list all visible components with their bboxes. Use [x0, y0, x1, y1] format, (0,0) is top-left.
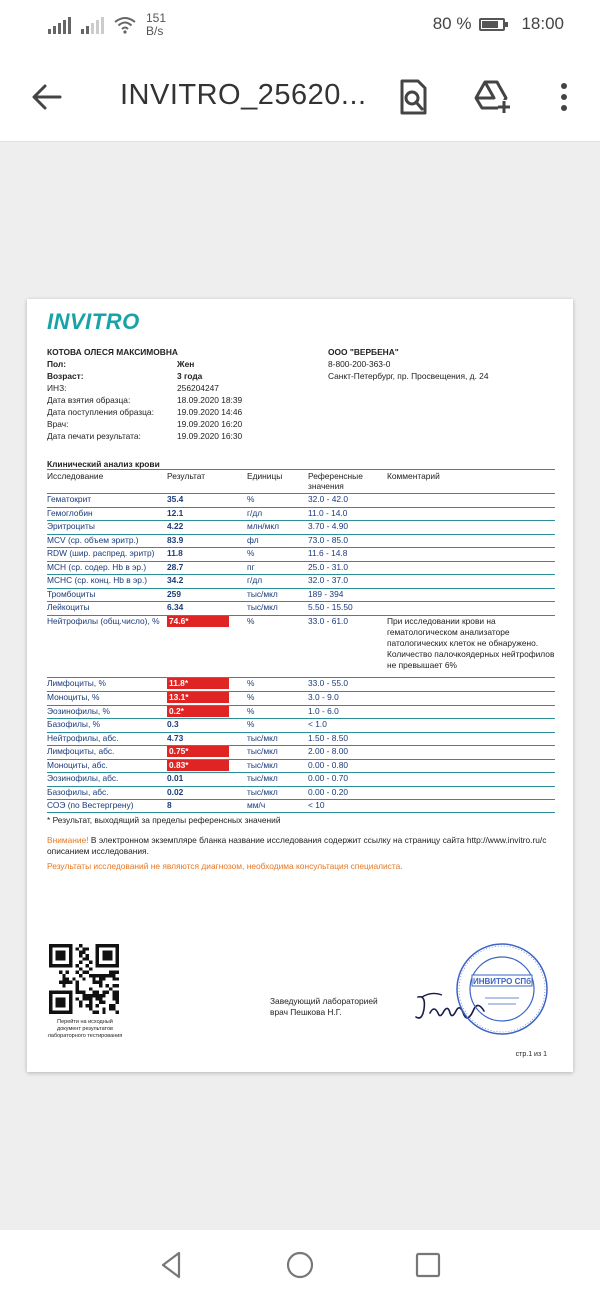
net-speed-value: 151: [146, 11, 167, 25]
cell-reference: 32.0 - 37.0: [308, 575, 349, 586]
attention-label: Внимание!: [47, 835, 89, 845]
cell-comment: [387, 508, 555, 521]
stamp-image: [455, 942, 549, 1036]
patient-field-row: [47, 358, 242, 370]
field-label: Дата поступления образца:: [47, 407, 154, 417]
patient-name: КОТОВА ОЛЕСЯ МАКСИМОВНА: [47, 347, 178, 357]
cell-unit: тыс/мкл: [247, 786, 278, 797]
cell-result: [167, 746, 247, 759]
qr-caption: Перейти на исходный документ результатов лабораторного тестирования: [47, 1019, 123, 1039]
field-value: 19.09.2020 16:30: [177, 431, 243, 441]
cell-reference: 11.6 - 14.8: [308, 548, 348, 559]
table-row: [47, 772, 555, 786]
cell-result: 0.01: [167, 773, 184, 784]
cell-reference: 1.50 - 8.50: [308, 732, 349, 743]
header-test: Исследование: [47, 471, 104, 481]
cell-unit: тыс/мкл: [247, 588, 278, 599]
signer-block: [270, 996, 378, 1018]
table-row: [47, 574, 555, 588]
battery-percent: 80 %: [432, 14, 472, 33]
lab-info: [328, 346, 489, 382]
battery-level: [482, 21, 497, 28]
table-row: [47, 561, 555, 575]
cell-unit: мм/ч: [247, 800, 266, 811]
cell-unit: тыс/мкл: [247, 759, 278, 770]
cell-unit: %: [247, 494, 255, 504]
clock: 18:00: [521, 14, 564, 33]
table-row: [47, 732, 555, 746]
cell-test-name: Гематокрит: [47, 494, 92, 504]
cell-unit: %: [247, 678, 255, 689]
cell-unit: %: [247, 615, 255, 626]
cell-result: 35.4: [167, 494, 184, 504]
stamp-text: ИНВИТРО СПб: [472, 977, 532, 986]
invitro-logo: INVITRO: [47, 309, 140, 334]
field-value: 3 года: [177, 371, 203, 381]
table-header: [47, 469, 555, 493]
table-row: [47, 786, 555, 800]
battery-icon: [479, 18, 505, 31]
cell-result: [167, 678, 247, 691]
cell-comment: [387, 787, 555, 800]
cell-reference: 1.0 - 6.0: [308, 705, 339, 716]
field-label: Дата печати результата:: [47, 431, 141, 441]
cell-comment: [387, 521, 555, 534]
cell-comment: [387, 575, 555, 588]
header-unit: Единицы: [247, 471, 283, 481]
cell-comment: [387, 678, 555, 691]
attention-text: В электронном экземпляре бланка название исследования содержит ссылку на страницу сайта http://www.invitro.ru/с описанием исследования.: [47, 835, 547, 856]
field-value: 256204247: [177, 383, 219, 393]
patient-info: [47, 346, 242, 442]
cell-unit: %: [247, 692, 255, 703]
cell-comment: [387, 494, 555, 507]
cell-test-name: Эозинофилы, абс.: [47, 773, 119, 784]
cell-result: 259: [167, 588, 181, 599]
cell-comment: [387, 589, 555, 602]
cell-test-name: Лейкоциты: [47, 602, 90, 613]
patient-field-row: [47, 418, 242, 430]
cell-reference: 73.0 - 85.0: [308, 534, 349, 545]
cell-test-name: СОЭ (по Вестергрену): [47, 800, 134, 811]
cell-reference: 25.0 - 31.0: [308, 561, 349, 572]
document-page: [27, 299, 573, 1072]
cell-test-name: RDW (шир. распред. эритр): [47, 548, 155, 559]
flagged-result: 13.1*: [167, 692, 229, 703]
cell-test-name: MCHC (ср. конц. Hb в эр.): [47, 575, 148, 586]
table-row: [47, 705, 555, 719]
lab-phone: 8-800-200-363-0: [328, 359, 391, 369]
search-document-icon[interactable]: [394, 78, 432, 116]
cell-reference: 3.70 - 4.90: [308, 521, 349, 532]
cell-result: 0.3: [167, 719, 179, 730]
cell-result: 6.34: [167, 602, 184, 613]
nav-back-icon[interactable]: [157, 1250, 187, 1280]
nav-recents-icon[interactable]: [413, 1250, 443, 1280]
field-label: Пол:: [47, 359, 67, 369]
table-row: [47, 588, 555, 602]
cell-result: 4.22: [167, 521, 184, 532]
cell-result: 4.73: [167, 732, 184, 743]
cell-unit: %: [247, 705, 255, 716]
field-label: Врач:: [47, 419, 69, 429]
cell-reference: 0.00 - 0.70: [308, 773, 349, 784]
cell-unit: %: [247, 548, 255, 559]
cell-comment: [387, 719, 555, 732]
header-comment: Комментарий: [387, 471, 440, 481]
page-number: стр.1 из 1: [515, 1051, 547, 1058]
cell-reference: 5.50 - 15.50: [308, 602, 353, 613]
cell-reference: 3.0 - 9.0: [308, 692, 339, 703]
cell-test-name: MCV (ср. объем эритр.): [47, 534, 139, 545]
signal-2-icon: [81, 16, 104, 34]
cell-test-name: Моноциты, %: [47, 692, 100, 703]
cell-result: [167, 760, 247, 773]
cell-test-name: Базофилы, абс.: [47, 786, 109, 797]
lab-address: Санкт-Петербург, пр. Просвещения, д. 24: [328, 371, 489, 381]
table-row: [47, 677, 555, 691]
patient-field-row: [47, 430, 242, 442]
cell-result: [167, 616, 247, 678]
disclaimer: Результаты исследований не являются диагнозом, необходима консультация специалиста.: [47, 861, 403, 871]
table-row: [47, 493, 555, 507]
nav-home-icon[interactable]: [285, 1250, 315, 1280]
wifi-icon: [114, 16, 136, 34]
cell-reference: 11.0 - 14.0: [308, 507, 348, 518]
cell-unit: тыс/мкл: [247, 746, 278, 757]
cell-unit: тыс/мкл: [247, 602, 278, 613]
field-value: 18.09.2020 18:39: [177, 395, 243, 405]
cell-test-name: Моноциты, абс.: [47, 759, 108, 770]
cell-result: 28.7: [167, 561, 184, 572]
cell-reference: 0.00 - 0.20: [308, 786, 349, 797]
cell-test-name: Базофилы, %: [47, 719, 101, 730]
cell-reference: 33.0 - 61.0: [308, 615, 349, 626]
table-row: [47, 534, 555, 548]
cell-reference: < 1.0: [308, 719, 327, 730]
cell-result: [167, 692, 247, 705]
flagged-result: 0.2*: [167, 706, 229, 717]
cell-unit: %: [247, 719, 255, 730]
section-title: Клинический анализ крови: [47, 459, 160, 469]
cell-comment: При исследовании крови на гематологическом анализаторе патологических клеток не обнаружено. Количество палочкоядерных нейтрофилов не превышает 6%: [387, 615, 555, 670]
header-result: Результат: [167, 471, 206, 481]
attention-note: [47, 835, 547, 857]
cell-reference: 32.0 - 42.0: [308, 494, 349, 504]
cell-reference: 0.00 - 0.80: [308, 759, 349, 770]
cell-reference: < 10: [308, 800, 325, 811]
status-bar: [0, 0, 600, 52]
cell-comment: [387, 535, 555, 548]
field-label: ИНЗ:: [47, 383, 67, 393]
cell-test-name: Гемоглобин: [47, 507, 93, 518]
flagged-result: 11.8*: [167, 678, 229, 689]
cell-test-name: Нейтрофилы (общ.число), %: [47, 615, 160, 626]
table-row: [47, 547, 555, 561]
signer-name: врач Пешкова Н.Г.: [270, 1007, 342, 1017]
lab-name: ООО "ВЕРБЕНА": [328, 347, 399, 357]
cell-comment: [387, 562, 555, 575]
qr-code: [49, 944, 119, 1014]
table-row: [47, 507, 555, 521]
cell-unit: г/дл: [247, 507, 263, 518]
cell-test-name: Эритроциты: [47, 521, 95, 532]
document-title: INVITRO_25620...: [120, 79, 367, 111]
cell-unit: пг: [247, 561, 255, 572]
patient-field-row: [47, 382, 242, 394]
table-row: [47, 745, 555, 759]
table-row: [47, 799, 555, 813]
cell-reference: 33.0 - 55.0: [308, 678, 349, 689]
more-options-icon[interactable]: [550, 78, 578, 116]
cell-result: 8: [167, 800, 172, 811]
patient-field-row: [47, 394, 242, 406]
patient-field-row: [47, 406, 242, 418]
cell-comment: [387, 773, 555, 786]
cell-result: 0.02: [167, 786, 184, 797]
cell-comment: [387, 733, 555, 746]
cell-comment: [387, 760, 555, 773]
add-to-drive-icon[interactable]: [472, 78, 510, 116]
footnote: * Результат, выходящий за пределы референсных значений: [47, 815, 281, 825]
cell-unit: тыс/мкл: [247, 732, 278, 743]
table-row: [47, 718, 555, 732]
cell-comment: [387, 800, 555, 812]
cell-result: 11.8: [167, 548, 183, 559]
back-arrow-icon[interactable]: [30, 80, 64, 114]
cell-test-name: Лимфоциты, %: [47, 678, 106, 689]
table-row: [47, 759, 555, 773]
patient-field-row: [47, 370, 242, 382]
cell-result: [167, 706, 247, 719]
cell-test-name: MCH (ср. содер. Hb в эр.): [47, 561, 147, 572]
cell-comment: [387, 692, 555, 705]
cell-unit: млн/мкл: [247, 521, 279, 532]
cell-result: 83.9: [167, 534, 184, 545]
cell-test-name: Тромбоциты: [47, 588, 96, 599]
cell-test-name: Нейтрофилы, абс.: [47, 732, 119, 743]
field-value: 19.09.2020 14:46: [177, 407, 243, 417]
table-row: [47, 615, 555, 678]
net-speed: [146, 12, 166, 38]
cell-unit: фл: [247, 534, 259, 545]
flagged-result: 74.6*: [167, 616, 229, 627]
cell-comment: [387, 602, 555, 615]
signer-title: Заведующий лабораторией: [270, 996, 378, 1006]
cell-test-name: Эозинофилы, %: [47, 705, 110, 716]
cell-test-name: Лимфоциты, абс.: [47, 746, 115, 757]
field-label: Возраст:: [47, 371, 84, 381]
cell-result: 12.1: [167, 507, 184, 518]
cell-result: 34.2: [167, 575, 184, 586]
field-label: Дата взятия образца:: [47, 395, 131, 405]
cell-unit: г/дл: [247, 575, 263, 586]
cell-comment: [387, 548, 555, 561]
flagged-result: 0.83*: [167, 760, 229, 771]
header-reference: Референсные значения: [308, 471, 363, 491]
cell-reference: 189 - 394: [308, 588, 344, 599]
table-row: [47, 601, 555, 615]
table-row: [47, 520, 555, 534]
cell-comment: [387, 746, 555, 759]
net-speed-unit: B/s: [146, 24, 164, 38]
cell-unit: тыс/мкл: [247, 773, 278, 784]
results-table: [47, 469, 555, 813]
table-row: [47, 691, 555, 705]
cell-comment: [387, 706, 555, 719]
app-bar: [0, 52, 600, 142]
field-value: 19.09.2020 16:20: [177, 419, 243, 429]
flagged-result: 0.75*: [167, 746, 229, 757]
cell-reference: 2.00 - 8.00: [308, 746, 349, 757]
signal-icon: [48, 16, 71, 34]
field-value: Жен: [177, 359, 195, 369]
navigation-bar: [0, 1230, 600, 1299]
